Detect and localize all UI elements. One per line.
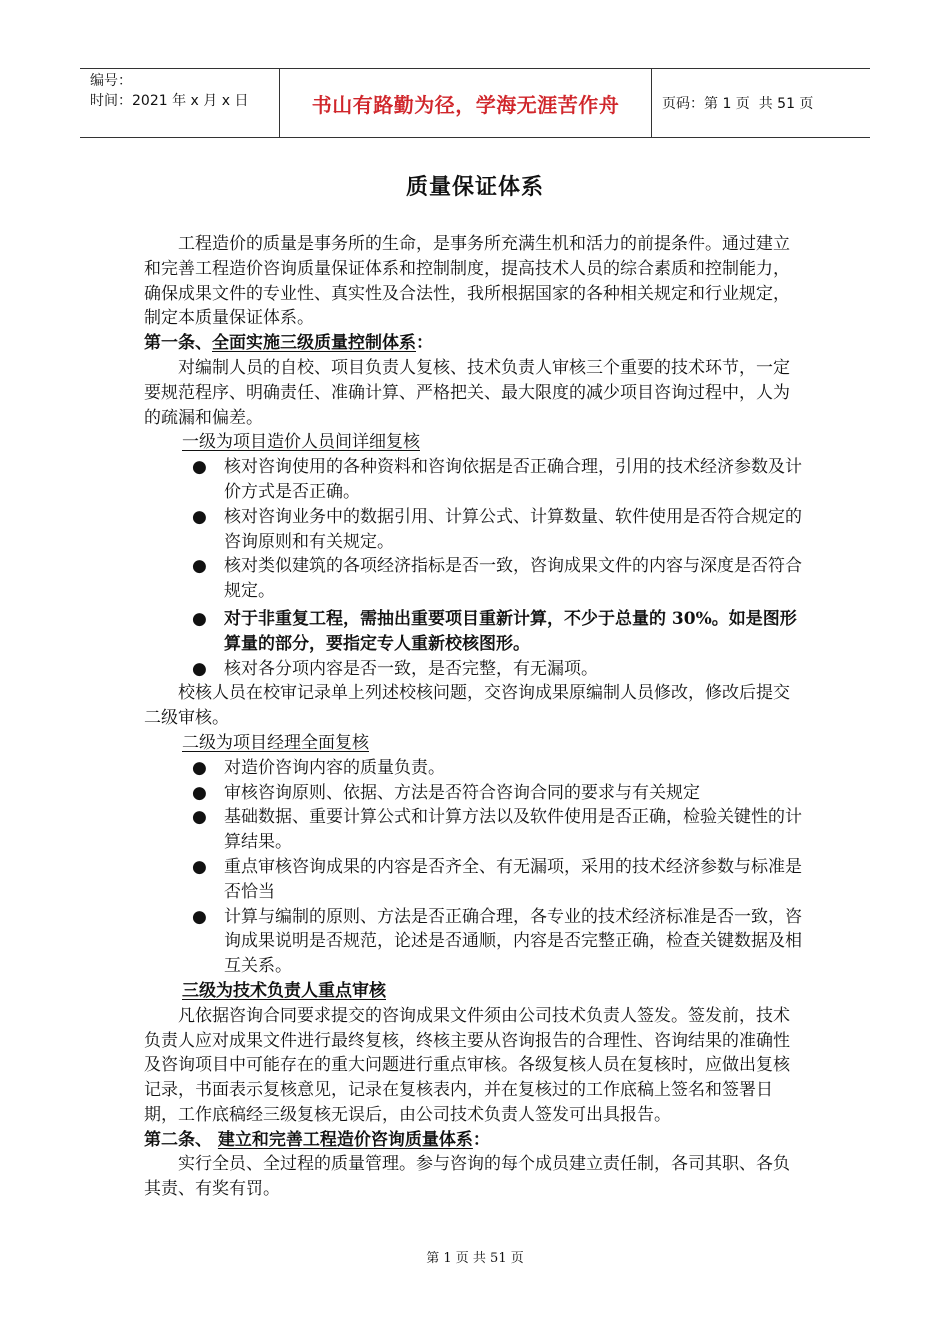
- bullet-icon: ●: [192, 757, 207, 778]
- page-info-text: 页码：第 1 页 共 51 页: [662, 96, 814, 112]
- list-item-text: 对于非重复工程，需抽出重要项目重新计算，不少于总量的 30%。如是图形算量的部分，要指定专人重新校核图形。: [224, 608, 797, 654]
- list-item-text: 审核咨询原则、依据、方法是否符合咨询合同的要求与有关规定: [224, 782, 700, 803]
- list-item: [144, 756, 806, 781]
- list-item-text: 核对类似建筑的各项经济指标是否一致，咨询成果文件的内容与深度是否符合规定。: [224, 556, 802, 602]
- level-3-paragraph: 凡依据咨询合同要求提交的咨询成果文件须由公司技术负责人签发。签发前，技术负责人应对成果文件进行最终复核，终核主要从咨询报告的合理性、咨询结果的准确性及咨询项目中可能存在的重大问题进行重点审核。各级复核人员在复核时，应做出复核记录，书面表示复核意见，记录在复核表内，并在复核过的工作底稿上签名和签署日期，工作底稿经三级复核无误后，由公司技术负责人签发可出具报告。: [144, 1005, 790, 1125]
- page-header: [80, 68, 870, 138]
- bullet-icon: ●: [192, 906, 207, 927]
- list-item: [144, 505, 806, 555]
- list-item: [144, 607, 806, 657]
- bullet-icon: ●: [192, 506, 207, 527]
- level-3-heading: 三级为技术负责人重点审核: [182, 980, 386, 1001]
- doc-time-label: 时间：2021 年 x 月 x 日: [90, 93, 249, 109]
- level-2-heading: 二级为项目经理全面复核: [182, 732, 369, 753]
- list-item-text: 核对咨询业务中的数据引用、计算公式、计算数量、软件使用是否符合规定的咨询原则和有关规定。: [224, 506, 802, 552]
- list-item: [144, 455, 806, 505]
- intro-paragraph: 工程造价的质量是事务所的生命，是事务所充满生机和活力的前提条件。通过建立和完善工程造价咨询质量保证体系和控制制度，提高技术人员的综合素质和控制能力，确保成果文件的专业性、真实性及合法性，我所根据国家的各种相关规定和行业规定，制定本质量保证体系。: [144, 234, 790, 329]
- page-footer: 第 1 页 共 51 页: [426, 1251, 524, 1266]
- bullet-icon: ●: [192, 658, 207, 679]
- list-item-text: 计算与编制的原则、方法是否正确合理，各专业的技术经济标准是否一致，咨询成果说明是否规范，论述是否通顺，内容是否完整正确，检查关键数据及相互关系。: [224, 906, 802, 977]
- list-item-text: 核对各分项内容是否一致，是否完整，有无漏项。: [224, 658, 598, 679]
- article-2-heading: [144, 1128, 806, 1153]
- article-1-suffix: ：: [416, 333, 433, 354]
- header-motto: 书山有路勤为径，学海无涯苦作舟: [280, 69, 652, 137]
- level-1-list: [144, 455, 806, 681]
- header-meta: [80, 69, 280, 137]
- level-1-heading: 一级为项目造价人员间详细复核: [182, 432, 420, 453]
- list-item: [144, 554, 806, 604]
- article-1-prefix: 第一条、: [144, 333, 212, 354]
- article-2-prefix: 第二条、: [144, 1129, 218, 1150]
- document-title: 质量保证体系: [405, 175, 544, 200]
- list-item-text: 对造价咨询内容的质量负责。: [224, 757, 445, 778]
- doc-number-label: 编号：: [90, 73, 132, 89]
- list-item: [144, 805, 806, 855]
- level-2-list: [144, 756, 806, 979]
- article-2-suffix: ：: [472, 1129, 490, 1150]
- bullet-icon: ●: [192, 782, 207, 803]
- bullet-icon: ●: [192, 608, 207, 629]
- article-2-description: 实行全员、全过程的质量管理。参与咨询的每个成员建立责任制，各司其职、各负其责、有奖有罚。: [144, 1154, 790, 1200]
- bullet-icon: ●: [192, 856, 207, 877]
- level-1-note: 校核人员在校审记录单上列述校核问题，交咨询成果原编制人员修改，修改后提交二级审核。: [144, 683, 790, 729]
- list-item: [144, 781, 806, 806]
- list-item-text: 核对咨询使用的各种资料和咨询依据是否正确合理，引用的技术经济参数及计价方式是否正确。: [224, 457, 802, 502]
- list-item: [144, 657, 806, 682]
- list-item: [144, 905, 806, 979]
- article-1-heading: [144, 331, 806, 356]
- article-1-title: 全面实施三级质量控制体系: [212, 333, 416, 354]
- bullet-icon: ●: [192, 556, 207, 577]
- list-item: [144, 855, 806, 905]
- header-page-info: [652, 69, 870, 137]
- bullet-icon: ●: [192, 807, 207, 828]
- document-body: [144, 232, 806, 1202]
- article-2-title: 建立和完善工程造价咨询质量体系: [217, 1129, 473, 1150]
- list-item-text: 重点审核咨询成果的内容是否齐全、有无漏项，采用的技术经济参数与标准是否恰当: [224, 856, 802, 902]
- article-1-description: 对编制人员的自校、项目负责人复核、技术负责人审核三个重要的技术环节，一定要规范程序、明确责任、准确计算、严格把关、最大限度的减少项目咨询过程中，人为的疏漏和偏差。: [144, 357, 790, 428]
- list-item-text: 基础数据、重要计算公式和计算方法以及软件使用是否正确，检验关键性的计算结果。: [224, 807, 802, 853]
- bullet-icon: ●: [192, 457, 207, 478]
